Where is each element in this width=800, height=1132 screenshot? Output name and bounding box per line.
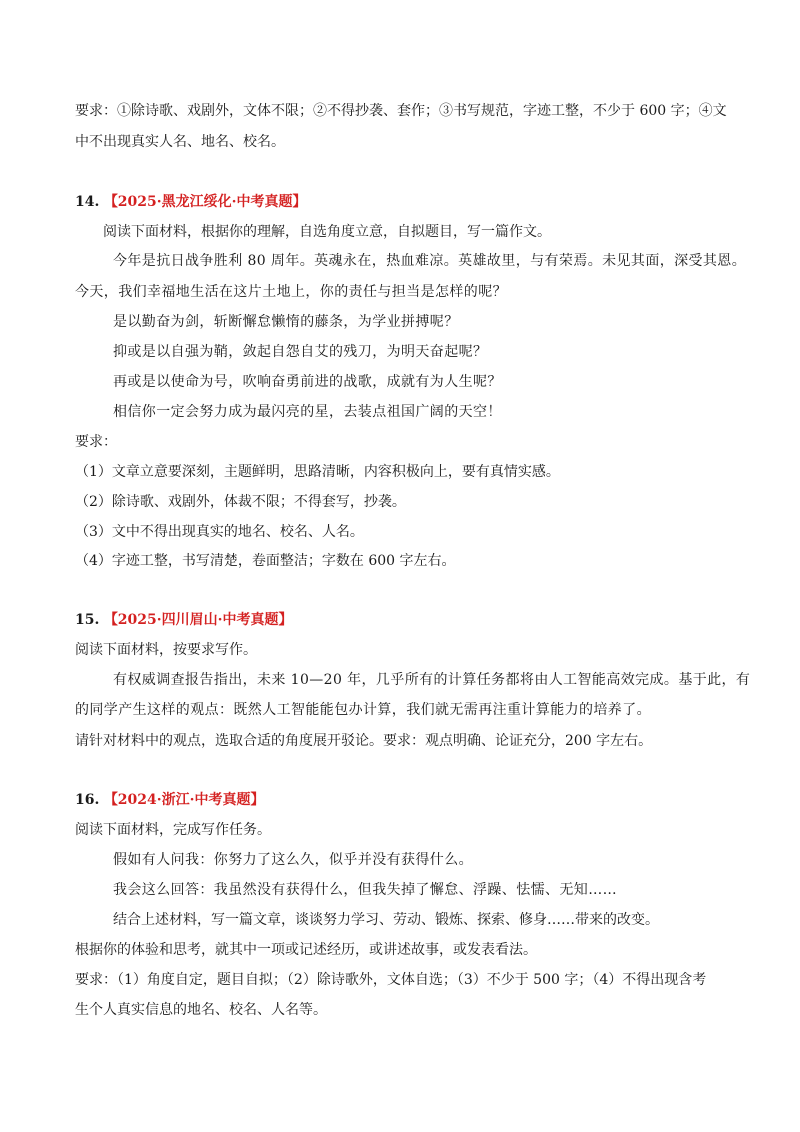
source-tag: 【2025·四川眉山·中考真题】 bbox=[103, 612, 293, 628]
material-line: 有权威调查报告指出，未来 10—20 年，几乎所有的计算任务都将由人工智能高效完成。基于此，有 bbox=[113, 672, 751, 688]
material-line: 相信你一定会努力成为最闪亮的星，去装点祖国广阔的天空！ bbox=[113, 404, 502, 420]
requirement-item: （1）文章立意要深刻，主题鲜明，思路清晰，内容积极向上，要有真情实感。 bbox=[75, 464, 560, 480]
question-prompt: 阅读下面材料，根据你的理解，自选角度立意，自拟题目，写一篇作文。 bbox=[103, 224, 551, 240]
material-line: 今天，我们幸福地生活在这片土地上，你的责任与担当是怎样的呢？ bbox=[75, 284, 507, 300]
source-tag: 【2024·浙江·中考真题】 bbox=[103, 792, 265, 808]
requirement-line: 生个人真实信息的地名、校名、人名等。 bbox=[75, 1002, 327, 1018]
requirements-title: 要求： bbox=[75, 434, 117, 450]
material-line: 抑或是以自强为鞘，敛起自怨自艾的残刀，为明天奋起呢？ bbox=[113, 344, 488, 360]
task-line: 根据你的体验和思考，就其中一项或记述经历，或讲述故事，或发表看法。 bbox=[75, 942, 537, 958]
material-line: 结合上述材料，写一篇文章，谈谈努力学习、劳动、锻炼、探索、修身……带来的改变。 bbox=[113, 912, 659, 928]
material-line: 我会这么回答：我虽然没有获得什么，但我失掉了懈怠、浮躁、怯懦、无知…… bbox=[113, 882, 617, 898]
material-line: 假如有人问我：你努力了这么久，似乎并没有获得什么。 bbox=[113, 852, 473, 868]
question-prompt: 阅读下面材料，按要求写作。 bbox=[75, 642, 257, 658]
question-number: 14. bbox=[75, 194, 100, 210]
source-tag: 【2025·黑龙江绥化·中考真题】 bbox=[103, 194, 307, 210]
requirement-item: （3）文中不得出现真实的地名、校名、人名。 bbox=[75, 524, 364, 540]
task-line: 请针对材料中的观点，选取合适的角度展开驳论。要求：观点明确、论证充分，200 字左右。 bbox=[75, 733, 653, 749]
requirement-item: （4）字迹工整，书写清楚，卷面整洁；字数在 600 字左右。 bbox=[75, 553, 456, 569]
requirement-line: 中不出现真实人名、地名、校名。 bbox=[75, 134, 285, 150]
material-line: 今年是抗日战争胜利 80 周年。英魂永在，热血难凉。英雄故里，与有荣焉。未见其面，深受其恩。 bbox=[113, 253, 747, 269]
question-number: 16. bbox=[75, 792, 100, 808]
question-prompt: 阅读下面材料，完成写作任务。 bbox=[75, 822, 271, 838]
material-line: 的同学产生这样的观点：既然人工智能能包办计算，我们就无需再注重计算能力的培养了。 bbox=[75, 702, 651, 718]
material-line: 再或是以使命为号，吹响奋勇前进的战歌，成就有为人生呢？ bbox=[113, 374, 502, 390]
requirement-item: （2）除诗歌、戏剧外，体裁不限；不得套写，抄袭。 bbox=[75, 494, 406, 510]
question-16-header bbox=[75, 790, 265, 810]
requirement-line: 要求：（1）角度自定，题目自拟；（2）除诗歌外，文体自选；（3）不少于 500 字；（4）不得出现含考 bbox=[75, 972, 707, 988]
material-line: 是以勤奋为剑，斩断懈怠懒惰的藤条，为学业拼搏呢？ bbox=[113, 314, 459, 330]
question-number: 15. bbox=[75, 612, 100, 628]
question-14-header bbox=[75, 192, 307, 212]
requirement-line: 要求：①除诗歌、戏剧外，文体不限；②不得抄袭、套作；③书写规范，字迹工整，不少于 600 字；④文 bbox=[75, 103, 727, 119]
question-15-header bbox=[75, 610, 293, 630]
